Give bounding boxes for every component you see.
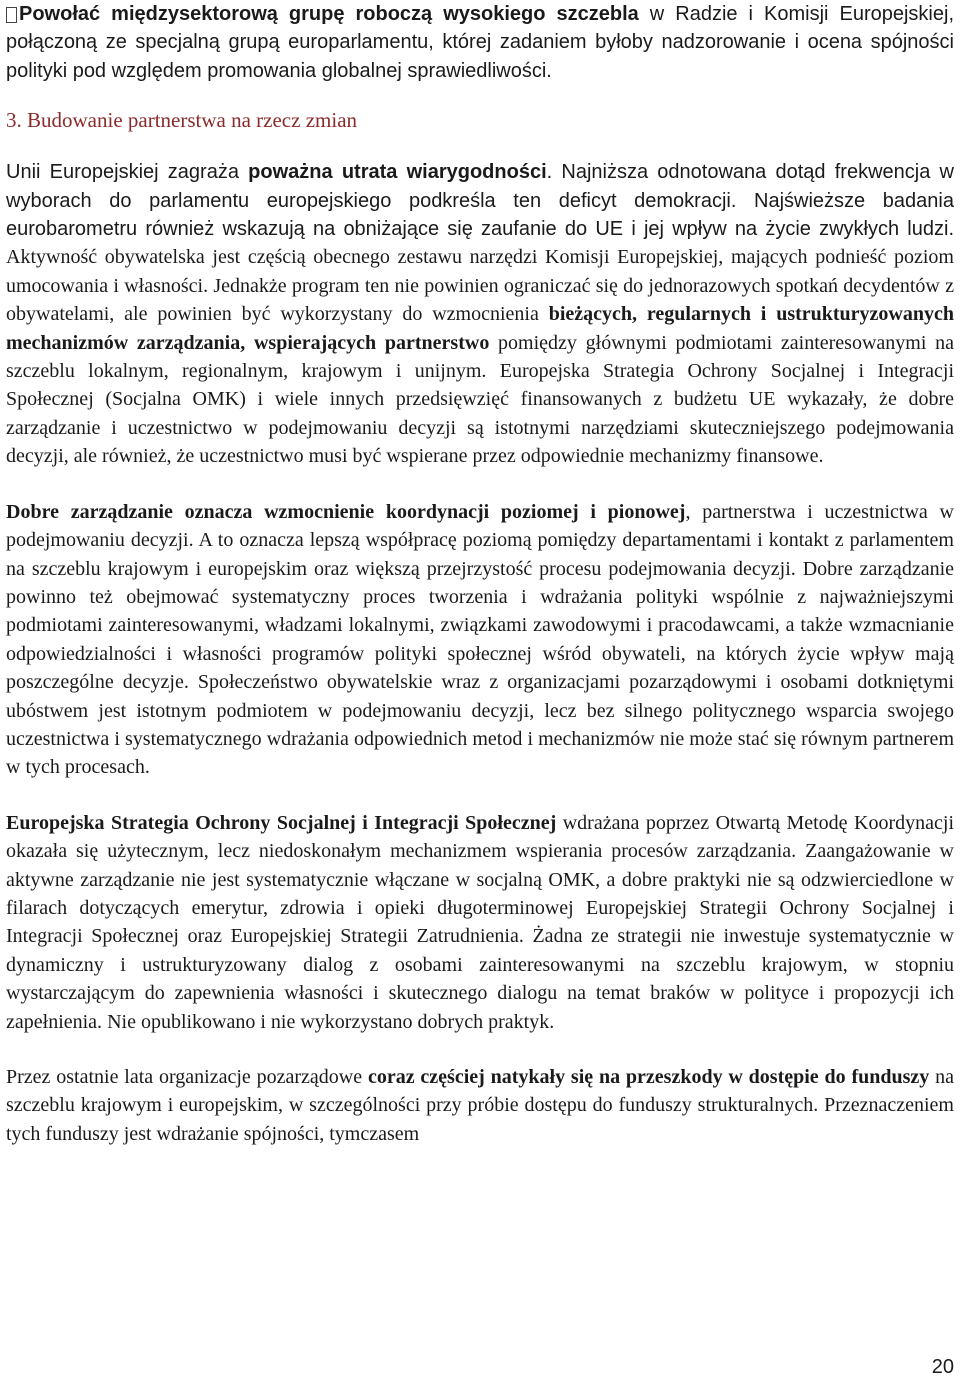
text-segment: A to oznacza lepszą współpracę poziomą pomiędzy departamentami i kontakt z parlamentem na szczeblu krajowym i europejskim oraz większą przejrzystość procesu podejmowania decyzji. [6, 529, 954, 580]
text-segment: Przeznaczeniem tych funduszy jest wdrażanie spójności, tymczasem [6, 1094, 954, 1145]
page-number: 20 [931, 1356, 954, 1378]
text-segment: pomiędzy głównymi podmiotami zainteresowanymi na szczeblu lokalnym, regionalnym, krajowym i unijnym. Europejska Strategia Ochrony Socjalnej i Integracji Społecznej (Socjalna OMK) i wiele innych przedsięwzięć finansowanych z budżetu UE wykazały, że dobre zarządzanie i uczestnictwo w podejmowaniu decyzji są istotnymi narzędziami skuteczniejszego podejmowania decyzji, ale również, że uczestnictwo musi być wspierane przez odpowiednie mechanizmy finansowe. [6, 331, 954, 468]
text-segment: na szczeblu krajowym i europejskim, w szczególności przy próbie dostępu do funduszy strukturalnych. [6, 1066, 954, 1117]
document-page [6, 0, 954, 1148]
text-segment: Zaangażowanie w aktywne zarządzanie nie jest systematycznie włączane w socjalną OMK, a dobre praktyki nie są odzwierciedlone w filarach dotyczących emerytur, zdrowia i opieki długoterminowej Europejskiej Strategii Ochrony Socjalnej i Integracji Społecznej oraz Europejskiej Strategii Zatrudnienia. [6, 840, 954, 948]
text-segment: Nie opublikowano i nie wykorzystano dobrych praktyk. [102, 1010, 555, 1033]
paragraph-funding [6, 1063, 954, 1148]
text-segment: Żadna ze strategii nie inwestuje systematycznie w dynamiczny i ustrukturyzowany dialog z osobami zainteresowanymi na szczeblu krajowym, w stopniu wystarczającym do zapewnienia własności i skutecznego dialogu na temat braków w polityce i propozycji ich zapełnienia. [6, 925, 954, 1033]
bold-segment: poważna utrata wiarygodności [248, 161, 547, 184]
bold-segment: bieżących, regularnych i ustrukturyzowanych mechanizmów zarządzania, wspierających partnerstwo [6, 303, 954, 354]
bullet-box-icon [6, 7, 17, 23]
paragraph-partnership [6, 158, 954, 470]
paragraph-good-governance [6, 498, 954, 782]
text-segment: Przez ostatnie lata organizacje pozarządowe [6, 1066, 368, 1088]
text-segment: Unii Europejskiej zagraża [6, 161, 249, 184]
text-segment: , partnerstwa i uczestnictwa w podejmowaniu decyzji. [6, 500, 954, 552]
bold-segment: Dobre zarządzanie oznacza wzmocnienie koordynacji poziomej i pionowej [6, 500, 686, 523]
text-segment: Aktywność obywatelska jest częścią obecnego zestawu narzędzi Komisji Europejskiej, mających podnieść poziom umocowania i własności. Jednakże program ten nie powinien ograniczać się do jednorazowych spotkań decydentów z obywatelami, ale powinien być wykorzystany do wzmocnienia [6, 246, 954, 326]
paragraph-recommendation [6, 0, 954, 85]
text-segment: wdrażana poprzez Otwartą Metodę Koordynacji okazała się użytecznym, lecz niedoskonałym mechanizmem wspierania procesów zarządzania. [6, 811, 954, 863]
recommendation-bold-text: Powołać międzysektorową grupę roboczą wysokiego szczebla [19, 3, 639, 25]
recommendation-text: w Radzie i Komisji Europejskiej, połączoną ze specjalną grupą europarlamentu, której zadaniem byłoby nadzorowanie i ocena spójności polityki pod względem promowania globalnej sprawiedliwości. [6, 3, 954, 82]
text-segment: Społeczeństwo obywatelskie wraz z organizacjami pozarządowymi i osobami dotkniętymi ubóstwem jest istotnym podmiotem w podejmowaniu decyzji, lecz bez silnego politycznego wsparcia swojego uczestnictwa i systematycznego wdrażania odpowiednich metod i mechanizmów nie może stać się równym partnerem w tych procesach. [6, 671, 954, 779]
text-segment: Dobre zarządzanie powinno też obejmować systematyczny proces tworzenia i wdrażania polityki wspólnie z najważniejszymi podmiotami zainteresowanymi, władzami lokalnymi, związkami zawodowymi i pracodawcami, a także wzmacnianie odpowiedzialności i własności programów polityki społecznej wśród obywateli, na których życie wpływ mają poszczególne decyzje. [6, 557, 954, 694]
section-heading: 3. Budowanie partnerstwa na rzecz zmian [6, 108, 358, 133]
bold-segment: coraz częściej natykały się na przeszkody w dostępie do funduszy [367, 1066, 930, 1088]
bold-segment: Europejska Strategia Ochrony Socjalnej i Integracji Społecznej [6, 811, 557, 834]
paragraph-social-strategy [6, 809, 954, 1036]
text-segment: . Najniższa odnotowana dotąd frekwencja w wyborach do parlamentu europejskiego podkreśla ten deficyt demokracji. Najświeższe badania eurobarometru również wskazują na obniżające się zaufanie do UE i jej wpływ na życie zwykłych ludzi. [6, 161, 954, 241]
